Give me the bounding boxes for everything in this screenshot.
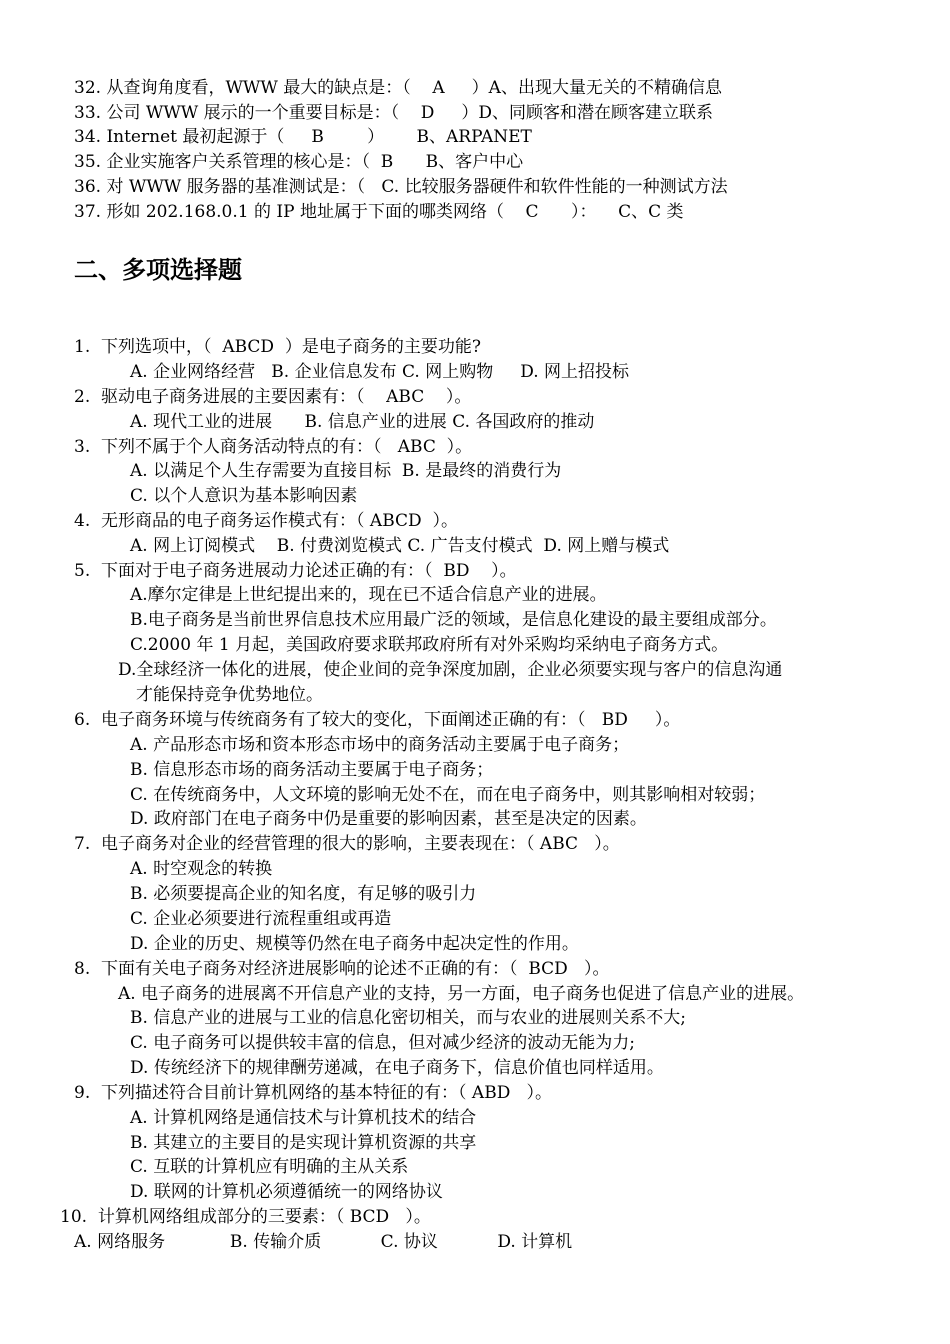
mc-option-5b: B.电子商务是当前世界信息技术应用最广泛的领域，是信息化建设的最主要组成部分。: [130, 610, 777, 630]
mc-options-10: A. 网络服务 B. 传输介质 C. 协议 D. 计算机: [74, 1232, 573, 1252]
section-heading: 二、多项选择题: [74, 256, 242, 284]
mc-option-7c: C. 企业必须要进行流程重组或再造: [130, 909, 392, 929]
mc-option-7b: B. 必须要提高企业的知名度，有足够的吸引力: [130, 884, 477, 904]
mc-question-1: 1. 下列选项中，（ ABCD ）是电子商务的主要功能?: [74, 337, 481, 357]
mc-question-10: 10. 计算机网络组成部分的三要素：（ BCD ）。: [60, 1207, 431, 1227]
mc-options-3a: A. 以满足个人生存需要为直接目标 B. 是最终的消费行为: [130, 461, 562, 481]
mc-option-6d: D. 政府部门在电子商务中仍是重要的影响因素，甚至是决定的因素。: [130, 809, 647, 829]
mc-option-8a: A. 电子商务的进展离不开信息产业的支持，另一方面，电子商务也促进了信息产业的进展。: [118, 984, 805, 1004]
question-36: 36. 对 WWW 服务器的基准测试是：（ C. 比较服务器硬件和软件性能的一种测试方法: [74, 177, 728, 197]
mc-question-3: 3. 下列不属于个人商务活动特点的有：（ ABC ）。: [74, 437, 473, 457]
question-32: 32. 从查询角度看，WWW 最大的缺点是：（ A ）A、出现大量无关的不精确信息: [74, 78, 722, 98]
question-37: 37. 形如 202.168.0.1 的 IP 地址属于下面的哪类网络（ C ）： C、C 类: [74, 202, 684, 222]
mc-option-5a: A.摩尔定律是上世纪提出来的，现在已不适合信息产业的进展。: [130, 585, 607, 605]
mc-option-9a: A. 计算机网络是通信技术与计算机技术的结合: [130, 1108, 477, 1128]
mc-option-6b: B. 信息形态市场的商务活动主要属于电子商务；: [130, 760, 494, 780]
mc-option-9c: C. 互联的计算机应有明确的主从关系: [130, 1157, 409, 1177]
mc-option-6c: C. 在传统商务中，人文环境的影响无处不在，而在电子商务中，则其影响相对较弱；: [130, 785, 766, 805]
mc-option-5d-cont: 才能保持竞争优势地位。: [136, 685, 323, 705]
mc-question-7: 7. 电子商务对企业的经营管理的很大的影响，主要表现在：（ ABC ）。: [74, 834, 620, 854]
mc-option-7a: A. 时空观念的转换: [130, 859, 273, 879]
question-33: 33. 公司 WWW 展示的一个重要目标是：（ D ）D、同顾客和潜在顾客建立联系: [74, 103, 714, 123]
mc-options-3b: C. 以个人意识为基本影响因素: [130, 486, 358, 506]
mc-question-2: 2. 驱动电子商务进展的主要因素有：（ ABC ）。: [74, 387, 472, 407]
question-34: 34. Internet 最初起源于（ B ） B、ARPANET: [74, 127, 532, 147]
mc-option-8b: B. 信息产业的进展与工业的信息化密切相关，而与农业的进展则关系不大;: [130, 1008, 687, 1028]
mc-option-6a: A. 产品形态市场和资本形态市场中的商务活动主要属于电子商务；: [130, 735, 630, 755]
mc-question-6: 6. 电子商务环境与传统商务有了较大的变化，下面阐述正确的有：（ BD ）。: [74, 710, 681, 730]
mc-question-9: 9. 下列描述符合目前计算机网络的基本特征的有：（ ABD ）。: [74, 1083, 553, 1103]
mc-option-5d: D.全球经济一体化的进展，使企业间的竞争深度加剧，企业必须要实现与客户的信息沟通: [118, 660, 783, 680]
mc-question-4: 4. 无形商品的电子商务运作模式有：（ ABCD ）。: [74, 511, 458, 531]
mc-option-7d: D. 企业的历史、规模等仍然在电子商务中起决定性的作用。: [130, 934, 579, 954]
mc-options-2: A. 现代工业的进展 B. 信息产业的进展 C. 各国政府的推动: [130, 412, 595, 432]
mc-options-4: A. 网上订阅模式 B. 付费浏览模式 C. 广告支付模式 D. 网上赠与模式: [130, 536, 670, 556]
mc-question-8: 8. 下面有关电子商务对经济进展影响的论述不正确的有：（ BCD ）。: [74, 959, 610, 979]
mc-option-8d: D. 传统经济下的规律酬劳递减，在电子商务下，信息价值也同样适用。: [130, 1058, 664, 1078]
mc-option-5c: C.2000 年 1 月起，美国政府要求联邦政府所有对外采购均采纳电子商务方式。: [130, 635, 729, 655]
mc-option-8c: C. 电子商务可以提供较丰富的信息，但对减少经济的波动无能为力;: [130, 1033, 635, 1053]
mc-question-5: 5. 下面对于电子商务进展动力论述正确的有：（ BD ）。: [74, 561, 517, 581]
mc-options-1: A. 企业网络经营 B. 企业信息发布 C. 网上购物 D. 网上招投标: [130, 362, 630, 382]
question-35: 35. 企业实施客户关系管理的核心是：（ B B、客户中心: [74, 152, 524, 172]
mc-option-9b: B. 其建立的主要目的是实现计算机资源的共享: [130, 1133, 477, 1153]
mc-option-9d: D. 联网的计算机必须遵循统一的网络协议: [130, 1182, 443, 1202]
